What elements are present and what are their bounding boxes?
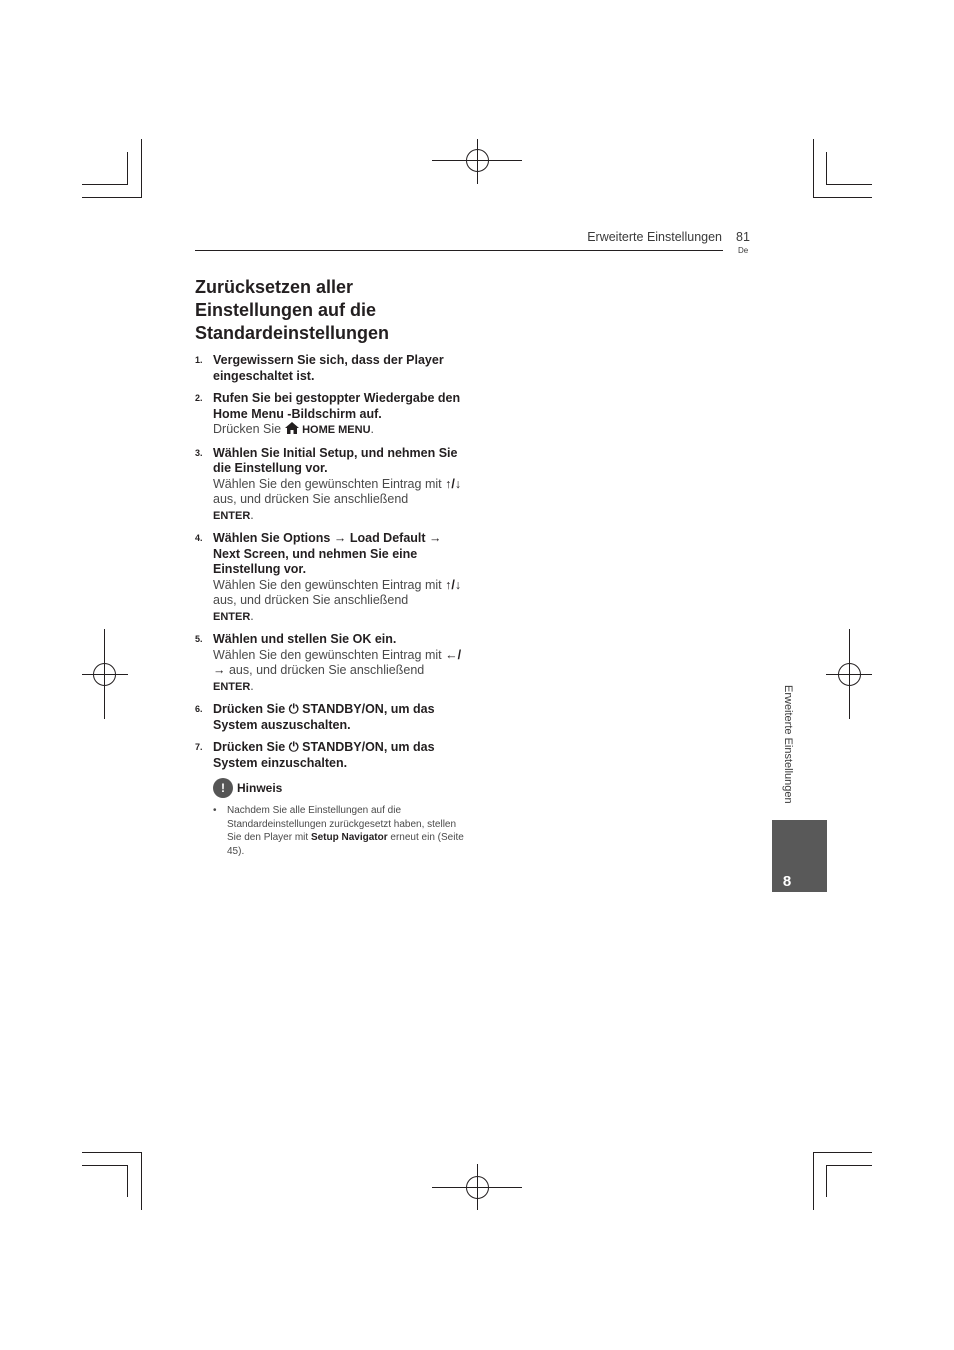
page-number: 81 bbox=[736, 230, 750, 244]
step-7 bbox=[195, 740, 465, 771]
step-number: 3. bbox=[195, 447, 203, 458]
right-arrow-icon: → bbox=[333, 531, 347, 545]
side-section-label: Erweiterte Einstellungen bbox=[782, 685, 794, 804]
exclamation-icon: ! bbox=[213, 778, 233, 798]
power-icon: ⏻ bbox=[288, 702, 299, 716]
crop-mark bbox=[826, 1165, 872, 1166]
crop-mark bbox=[826, 152, 827, 185]
header-rule bbox=[195, 250, 723, 251]
chapter-number: 8 bbox=[782, 873, 792, 890]
crop-mark bbox=[141, 1152, 142, 1210]
section-title-line: Zurücksetzen aller bbox=[195, 277, 354, 297]
up-down-arrows-icon: ↑/↓ bbox=[445, 476, 462, 491]
step-heading: Rufen Sie bei gestoppter Wiedergabe den Home Menu -Bildschirm auf. bbox=[213, 391, 461, 421]
step-body: Wählen Sie den gewünschten Eintrag mit ←/→ aus, und drücken Sie anschließend ENTER. bbox=[213, 647, 462, 693]
power-icon: ⏻ bbox=[288, 740, 299, 754]
crop-mark bbox=[813, 1152, 872, 1153]
page-language: De bbox=[738, 246, 749, 255]
left-right-arrows-icon: ←/→ bbox=[213, 647, 462, 677]
note-item: • Nachdem Sie alle Einstellungen auf die Standardeinstellungen zurückgesetzt haben, stellen Sie den Player mit Setup Navigator erneut ein (Seite 45). bbox=[213, 805, 464, 857]
step-5 bbox=[195, 632, 465, 695]
crop-mark bbox=[127, 152, 128, 185]
step-number: 5. bbox=[195, 634, 203, 644]
enter-key: ENTER bbox=[213, 680, 251, 693]
crop-mark bbox=[82, 1152, 141, 1153]
step-6 bbox=[195, 702, 465, 733]
chapter-tab bbox=[772, 820, 827, 892]
enter-key: ENTER bbox=[213, 610, 251, 623]
step-number: 1. bbox=[195, 355, 203, 365]
enter-key: ENTER bbox=[213, 509, 251, 522]
setup-navigator-key: Setup Navigator bbox=[310, 832, 388, 843]
crop-mark bbox=[826, 184, 872, 185]
crop-mark bbox=[826, 1165, 827, 1197]
bullet: • bbox=[213, 805, 217, 816]
step-2 bbox=[195, 391, 465, 439]
step-heading: Wählen und stellen Sie OK ein. bbox=[213, 632, 397, 646]
step-number: 2. bbox=[195, 393, 203, 403]
step-heading: Wählen Sie Initial Setup, und nehmen Sie die Einstellung vor. bbox=[213, 445, 458, 475]
section-title-line: Standardeinstellungen bbox=[195, 323, 390, 343]
steps-list bbox=[195, 353, 465, 858]
step-heading: Drücken Sie ⏻ STANDBY/ON, um das System auszuschalten. bbox=[213, 702, 435, 732]
crop-mark bbox=[127, 1165, 128, 1197]
crop-mark bbox=[82, 1165, 128, 1166]
crop-mark bbox=[813, 197, 872, 198]
step-heading: Vergewissern Sie sich, dass der Player eingeschaltet ist. bbox=[213, 353, 444, 383]
crop-mark bbox=[82, 184, 128, 185]
home-icon bbox=[285, 422, 299, 434]
crop-mark bbox=[813, 139, 814, 198]
step-1 bbox=[195, 353, 465, 384]
section-title-line: Einstellungen auf die bbox=[195, 300, 377, 320]
step-number: 6. bbox=[195, 704, 203, 714]
crop-mark bbox=[82, 197, 141, 198]
running-header-title: Erweiterte Einstellungen bbox=[587, 230, 722, 244]
right-arrow-icon: → bbox=[429, 531, 442, 545]
note-heading: ! Hinweis bbox=[213, 778, 465, 798]
up-down-arrows-icon: ↑/↓ bbox=[445, 577, 462, 592]
note-block bbox=[213, 778, 465, 858]
step-heading: Wählen Sie Options → Load Default → Next Screen, und nehmen Sie eine Einstellung vor. bbox=[213, 531, 442, 576]
step-heading: Drücken Sie ⏻ STANDBY/ON, um das System einzuschalten. bbox=[213, 740, 435, 770]
step-3 bbox=[195, 446, 465, 525]
home-menu-key: HOME MENU bbox=[302, 424, 371, 436]
step-body: Wählen Sie den gewünschten Eintrag mit ↑/↓ aus, und drücken Sie anschließend ENTER. bbox=[213, 476, 462, 522]
step-body: Drücken Sie HOME MENU. bbox=[213, 422, 374, 436]
step-4 bbox=[195, 531, 465, 625]
crop-mark bbox=[141, 139, 142, 198]
step-number: 7. bbox=[195, 742, 203, 752]
section-title bbox=[195, 276, 495, 345]
crop-mark bbox=[813, 1152, 814, 1210]
step-body: Wählen Sie den gewünschten Eintrag mit ↑/↓ aus, und drücken Sie anschließend ENTER. bbox=[213, 577, 462, 623]
step-number: 4. bbox=[195, 533, 203, 543]
